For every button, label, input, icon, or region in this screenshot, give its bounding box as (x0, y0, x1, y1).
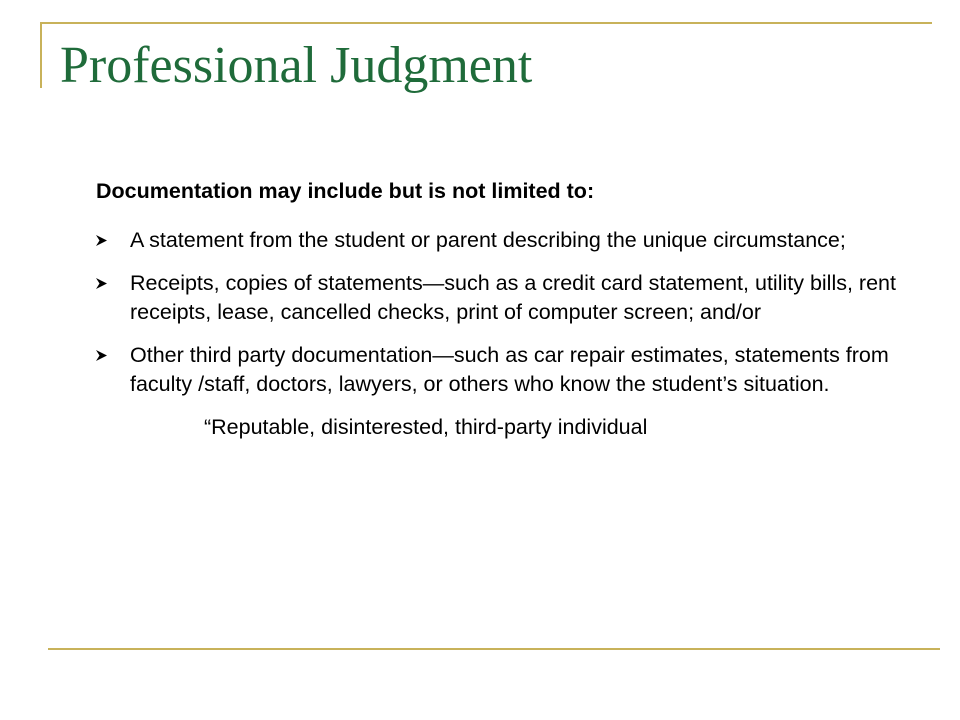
list-item (96, 269, 906, 327)
arrow-bullet-icon (96, 278, 107, 289)
bullet-text: A statement from the student or parent describing the unique circumstance; (130, 228, 846, 252)
list-item (96, 226, 906, 255)
quote-text: “Reputable, disinterested, third-party individual (204, 415, 648, 439)
list-item (96, 341, 906, 399)
frame-top-line (40, 22, 932, 24)
bullet-list (96, 226, 906, 399)
frame-bottom-line (48, 648, 940, 650)
frame-left-line (40, 22, 42, 88)
bullet-text: Other third party documentation—such as car repair estimates, statements from faculty /staff, doctors, lawyers, or others who know the student’s situation. (130, 343, 889, 396)
bullet-text: Receipts, copies of statements—such as a credit card statement, utility bills, rent receipts, lease, cancelled checks, print of computer screen; and/or (130, 271, 896, 324)
slide-title: Professional Judgment (60, 37, 533, 94)
slide-content (96, 176, 906, 442)
arrow-bullet-icon (96, 350, 107, 361)
intro-text: Documentation may include but is not limited to: (96, 179, 595, 203)
arrow-bullet-icon (96, 235, 107, 246)
